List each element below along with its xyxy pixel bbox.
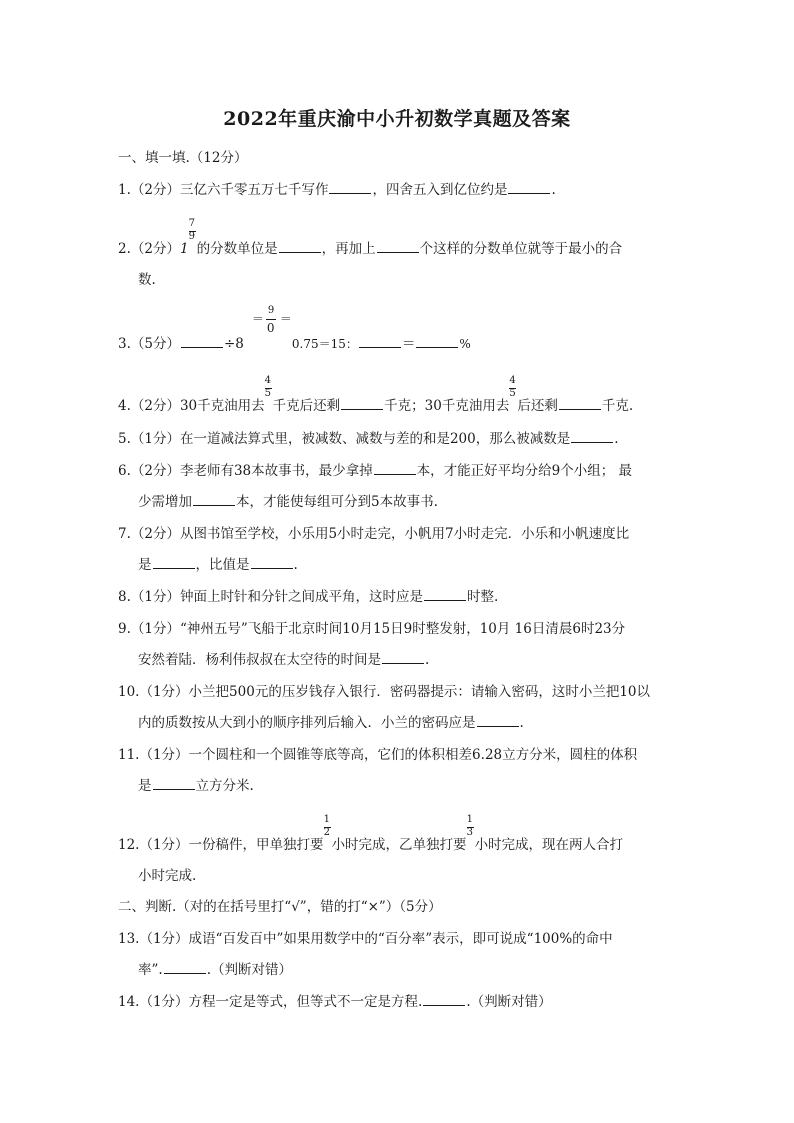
question-14-end: .（判断对错） (466, 994, 552, 1010)
answer-blank[interactable] (423, 993, 465, 1006)
fraction-expression (244, 305, 292, 348)
question-12-text: 12.（1分）一份稿件，甲单独打要 (118, 837, 324, 853)
question-9-cont-end: . (425, 652, 430, 668)
section-2-heading: 二、判断.（对的在括号里打“√”，错的打“×”）（5分） (118, 899, 442, 915)
question-3-text-mid: 0.75＝15： (291, 337, 358, 351)
question-11-cont-text: 是 (138, 778, 152, 794)
fraction (188, 218, 197, 253)
question-4-text-mid1: 千克后还剩 (272, 398, 341, 414)
question-5-end: . (614, 431, 619, 447)
question-6-continued (138, 490, 438, 510)
question-13: 13.（1分）成语“百发百中”如果用数学中的“百分率”表示，即可说成“100%的命中 (118, 931, 613, 947)
question-11-continued (138, 774, 254, 794)
answer-blank[interactable] (153, 556, 195, 569)
question-12-text-end: 小时完成，现在两人合打 (474, 837, 624, 853)
question-2-text: 2.（2分） (118, 241, 180, 257)
question-6-cont-text: 少需增加 (138, 494, 192, 510)
answer-blank[interactable] (382, 651, 424, 664)
percent-sign: % (459, 337, 471, 351)
answer-blank[interactable] (571, 430, 613, 443)
question-4-text: 4.（2分）30千克油用去 (118, 398, 265, 414)
fraction-numerator: 4 (509, 375, 516, 386)
question-9-cont-text: 安然着陆．杨利伟叔叔在太空待的时间是 (138, 652, 381, 668)
question-1-text-mid: ，四舍五入到亿位约是 (372, 182, 508, 198)
question-8-end: 时整. (466, 589, 499, 605)
question-10-cont-text: 内的质数按从大到小的顺序排列后输入．小兰的密码应是 (138, 715, 476, 731)
question-7-cont-text: 是 (138, 557, 152, 573)
question-1-text: 1.（2分）三亿六千零五万七千写作 (118, 182, 329, 198)
fraction (509, 375, 517, 410)
fraction (264, 375, 273, 410)
question-6-cont-end: 本，才能使每组可分到5本故事书. (236, 494, 438, 510)
answer-blank[interactable] (374, 462, 416, 475)
question-6 (118, 459, 632, 479)
question-8 (118, 585, 498, 605)
question-12-text-mid: 小时完成，乙单独打要 (331, 837, 467, 853)
fraction (323, 814, 332, 849)
question-13-cont-end: .（判断对错） (206, 962, 292, 978)
answer-blank[interactable] (164, 961, 206, 974)
question-4-text-mid3: 后还剩 (517, 398, 558, 414)
question-7-cont-mid: ，比值是 (195, 557, 250, 573)
question-9-continued (138, 648, 429, 668)
fraction-numerator: 4 (264, 375, 272, 386)
question-7: 7.（2分）从图书馆至学校，小乐用5小时走完，小帆用7小时走完．小乐和小帆速度比 (118, 526, 630, 542)
fraction-bar (266, 319, 276, 320)
question-7-cont-end: . (293, 557, 298, 573)
question-10-continued (138, 711, 524, 731)
question-5-text: 5.（1分）在一道减法算式里，被减数、减数与差的和是200，那么被减数是 (118, 431, 571, 447)
question-4 (118, 375, 634, 414)
question-11-cont-end: 立方分米. (195, 778, 254, 794)
question-6-text: 6.（2分）李老师有38本故事书，最少拿掉 (118, 463, 373, 479)
answer-blank[interactable] (559, 397, 601, 410)
question-10: 10.（1分）小兰把500元的压岁钱存入银行．密码器提示：请输入密码，这时小兰把10以 (118, 684, 651, 700)
question-11: 11.（1分）一个圆柱和一个圆锥等底等高，它们的体积相差6.28立方分米，圆柱的体积 (118, 747, 638, 763)
answer-blank[interactable] (181, 335, 223, 348)
answer-blank[interactable] (279, 240, 321, 253)
fraction-numerator: 9 (267, 305, 275, 316)
fraction-numerator: 1 (466, 814, 473, 825)
question-3-text: 3.（5分） (118, 336, 180, 352)
page-title: 2022年重庆渝中小升初数学真题及答案 (223, 108, 571, 130)
question-14-text: 14.（1分）方程一定是等式，但等式不一定是方程. (118, 994, 423, 1010)
fraction (466, 814, 475, 849)
answer-blank[interactable] (424, 588, 466, 601)
question-3-divide: ÷8 (223, 336, 244, 352)
question-1-end: . (551, 182, 556, 198)
question-13-continued (138, 958, 292, 978)
answer-blank[interactable] (193, 493, 235, 506)
fraction-denominator: 9 (188, 231, 195, 242)
question-4-end: 千克. (601, 398, 634, 414)
question-12 (118, 814, 624, 853)
fraction-denominator: 2 (323, 827, 330, 838)
question-2-text-end: 个这样的分数单位就等于最小的合 (419, 241, 623, 257)
equals-sign: ＝ (279, 312, 292, 326)
equals-sign: ＝ (251, 312, 264, 326)
question-9: 9.（1分）“神州五号”飞船于北京时间10月15日9时整发射，10月 16日清晨6时23分 (118, 621, 626, 637)
question-10-cont-end: . (519, 715, 524, 731)
answer-blank[interactable] (477, 714, 519, 727)
question-3 (118, 305, 471, 352)
question-2-continued: 数. (138, 272, 156, 288)
answer-blank[interactable] (359, 335, 401, 348)
answer-blank[interactable] (416, 335, 458, 348)
fraction-denominator: 5 (264, 388, 272, 399)
answer-blank[interactable] (329, 181, 371, 194)
question-2-text-mid: 的分数单位是 (196, 241, 278, 257)
question-13-cont-text: 率”. (138, 962, 163, 978)
question-2 (118, 218, 623, 257)
section-1-heading: 一、填一填.（12分） (118, 150, 248, 166)
fraction-numerator: 1 (323, 814, 330, 825)
fraction-denominator: 3 (466, 827, 473, 838)
question-1 (118, 178, 556, 198)
question-14 (118, 990, 552, 1010)
answer-blank[interactable] (341, 397, 383, 410)
fraction-denominator: 0 (266, 321, 275, 335)
fraction-denominator: 5 (509, 388, 516, 399)
question-7-continued (138, 553, 298, 573)
answer-blank[interactable] (153, 777, 195, 790)
question-6-text-mid: 本，才能正好平均分给9个小组； 最 (416, 463, 633, 479)
question-8-text: 8.（1分）钟面上时针和分针之间成平角，这时应是 (118, 589, 423, 605)
answer-blank[interactable] (377, 240, 419, 253)
answer-blank[interactable] (251, 556, 293, 569)
equals-sign: ＝ (401, 336, 416, 352)
question-4-text-mid2: 千克；30千克油用去 (384, 398, 510, 414)
fraction-numerator: 7 (188, 218, 195, 229)
answer-blank[interactable] (508, 181, 550, 194)
question-5 (118, 427, 619, 447)
whole-number: 1 (179, 241, 189, 257)
question-12-continued: 小时完成. (138, 868, 197, 884)
question-2-text-mid2: ，再加上 (321, 241, 376, 257)
